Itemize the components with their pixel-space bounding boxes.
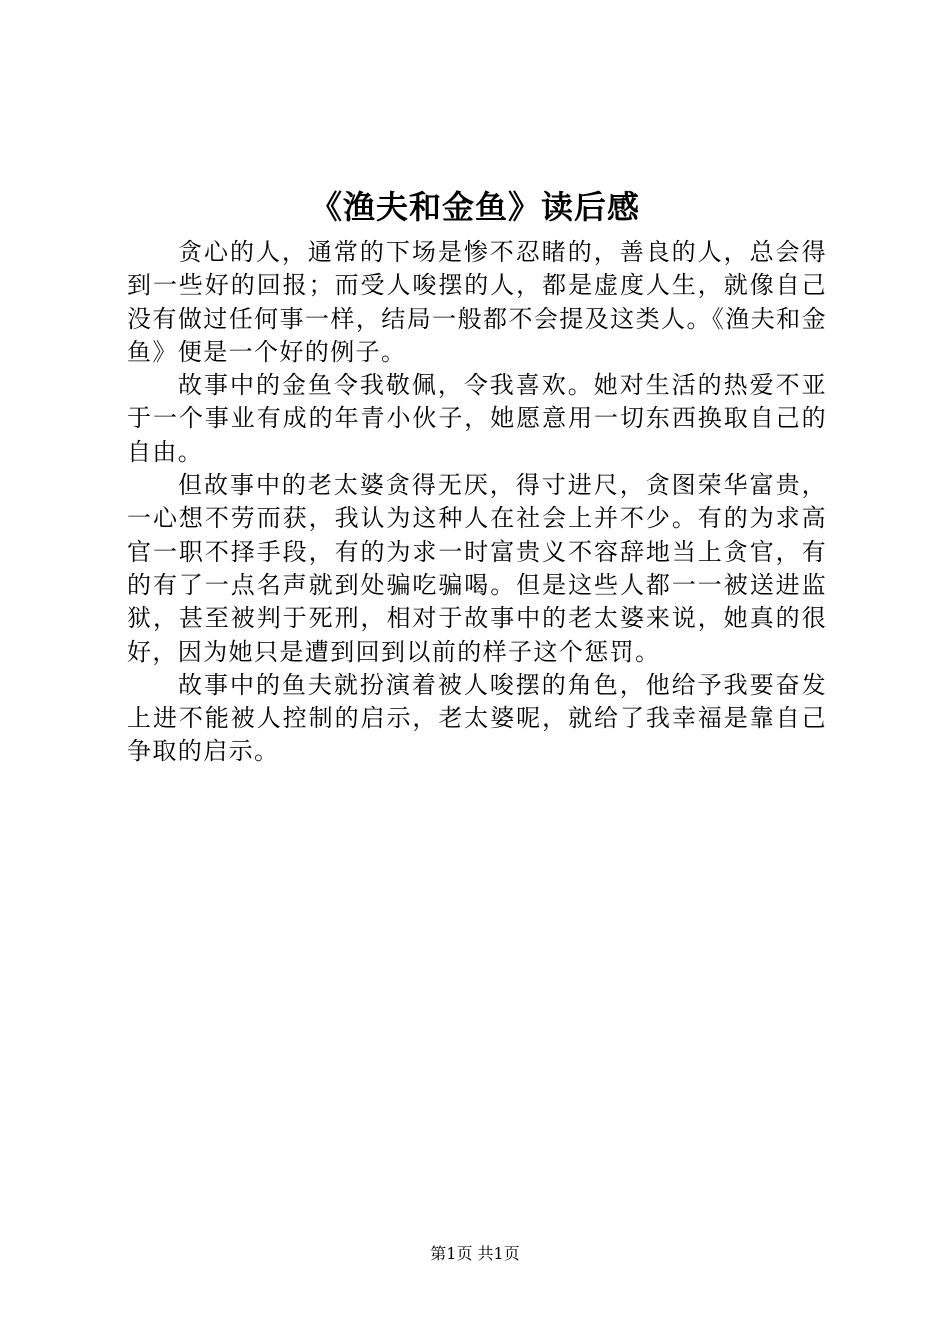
document-body xyxy=(127,236,827,769)
paragraph-1: 贪心的人，通常的下场是惨不忍睹的，善良的人，总会得到一些好的回报；而受人唆摆的人，都是虚度人生，就像自己没有做过任何事一样，结局一般都不会提及这类人。《渔夫和金鱼》便是一个好的例子。 xyxy=(127,238,827,366)
document-title: 《渔夫和金鱼》读后感 xyxy=(309,188,640,226)
paragraph-4: 故事中的鱼夫就扮演着被人唆摆的角色，他给予我要奋发上进不能被人控制的启示，老太婆呢，就给了我幸福是靠自己争取的启示。 xyxy=(127,670,827,766)
page-footer: 第1页 共1页 xyxy=(430,1244,520,1263)
paragraph-3: 但故事中的老太婆贪得无厌，得寸进尺，贪图荣华富贵，一心想不劳而获，我认为这种人在社会上并不少。有的为求高官一职不择手段，有的为求一时富贵义不容辞地当上贪官，有的有了一点名声就到处骗吃骗喝。但是这些人都一一被送进监狱，甚至被判于死刑，相对于故事中的老太婆来说，她真的很好，因为她只是遭到回到以前的样子这个惩罚。 xyxy=(127,471,827,666)
paragraph-2: 故事中的金鱼令我敬佩，令我喜欢。她对生活的热爱不亚于一个事业有成的年青小伙子，她愿意用一切东西换取自己的自由。 xyxy=(127,371,827,466)
